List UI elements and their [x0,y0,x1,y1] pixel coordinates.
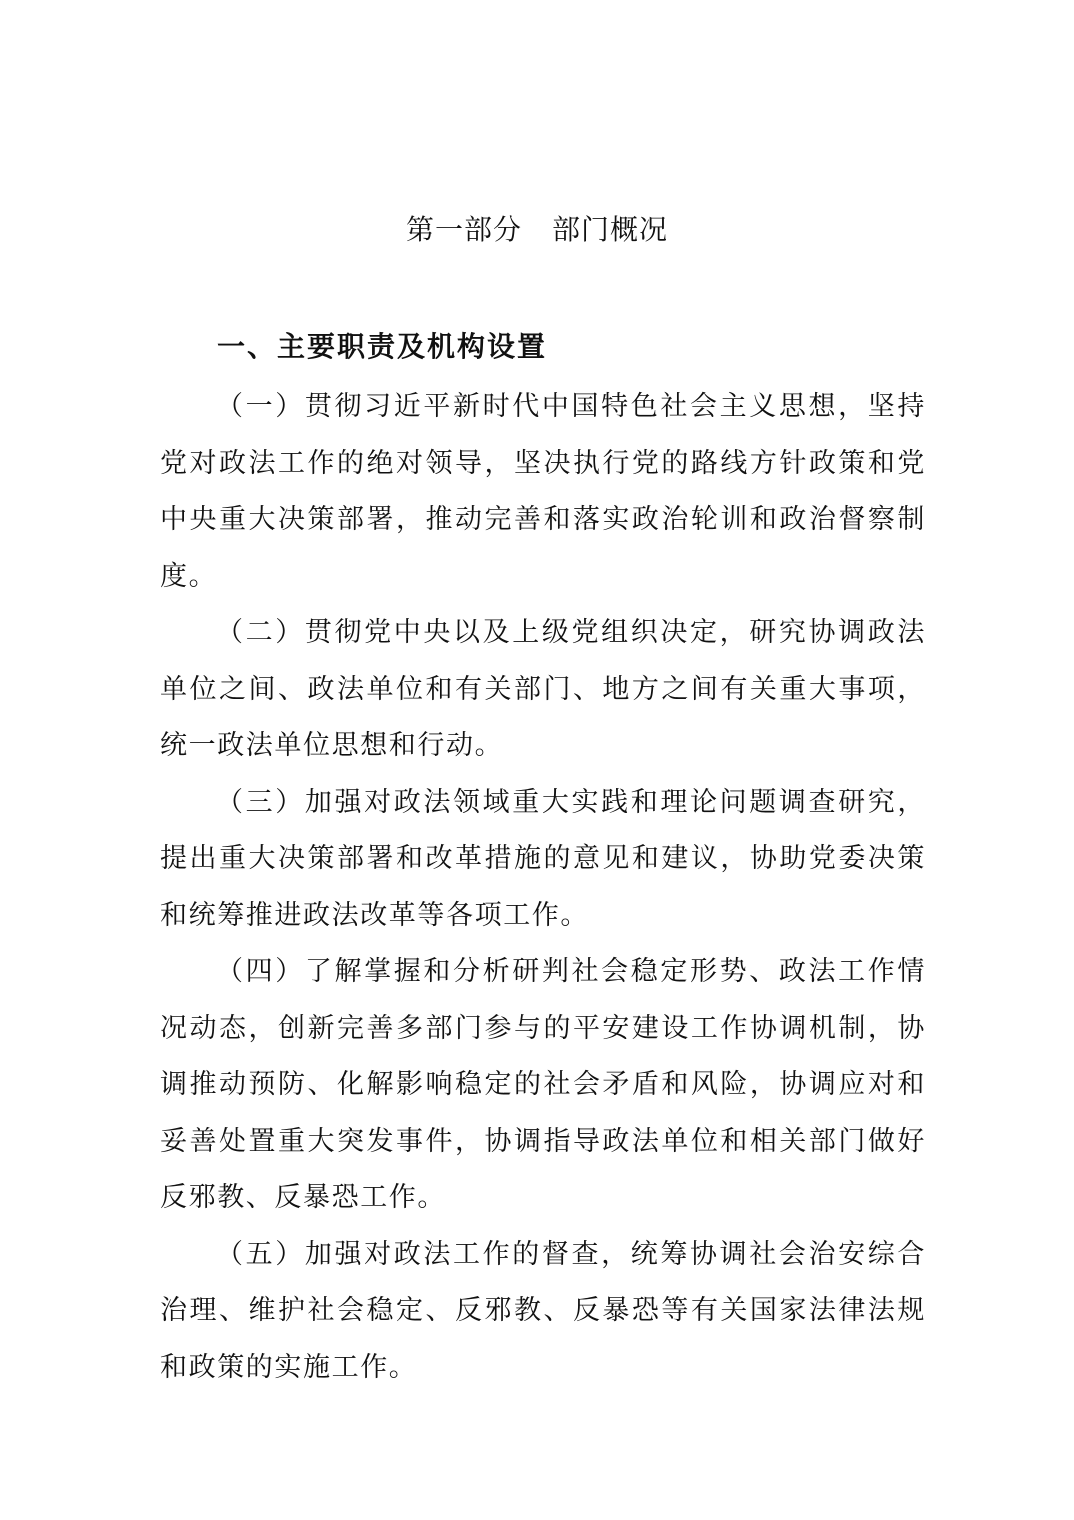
part-title-name: 部门概况 [552,213,669,246]
paragraph-3: （三）加强对政法领域重大实践和理论问题调查研究，提出重大决策部署和改革措施的意见和建议，协助党委决策和统筹推进政法改革等各项工作。 [160,786,926,931]
section-heading: 一、主要职责及机构设置 [217,330,548,363]
body-text [160,379,926,1396]
paragraph-5: （五）加强对政法工作的督查，统筹协调社会治安综合治理、维护社会稳定、反邪教、反暴恐等有关国家法律法规和政策的实施工作。 [160,1238,926,1383]
paragraph-4: （四）了解掌握和分析研判社会稳定形势、政法工作情况动态，创新完善多部门参与的平安建设工作协调机制，协调推动预防、化解影响稳定的社会矛盾和风险，协调应对和妥善处置重大突发事件，协调指导政法单位和相关部门做好反邪教、反暴恐工作。 [160,956,926,1213]
paragraph-1: （一）贯彻习近平新时代中国特色社会主义思想，坚持党对政法工作的绝对领导，坚决执行党的路线方针政策和党中央重大决策部署，推动完善和落实政治轮训和政治督察制度。 [160,391,926,592]
paragraph-2: （二）贯彻党中央以及上级党组织决定，研究协调政法单位之间、政法单位和有关部门、地方之间有关重大事项，统一政法单位思想和行动。 [160,617,926,761]
part-title [0,208,1074,252]
part-title-number: 第一部分 [405,213,522,246]
